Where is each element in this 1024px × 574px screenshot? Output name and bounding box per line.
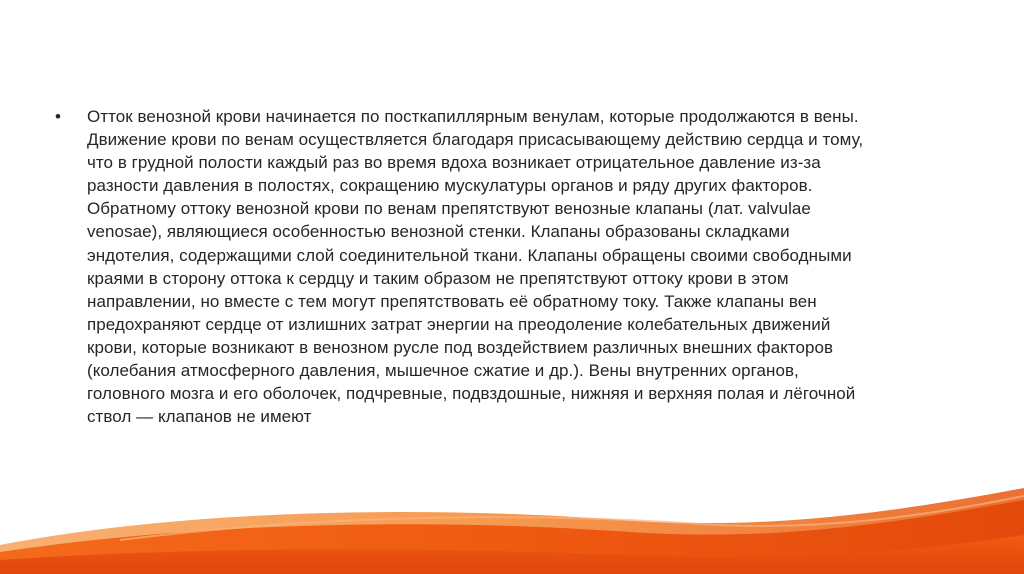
slide-content <box>55 105 960 428</box>
bullet-item <box>55 105 960 428</box>
body-paragraph: Отток венозной крови начинается по посткапиллярным венулам, которые продолжаются в вены. Движение крови по венам осуществляется благодаря присасывающему действию сердца и тому, что в грудной полости каждый раз во время вдоха возникает отрицательное давление из-за разности давления в полостях, сокращению мускулатуры органов и ряду других факторов. Обратному оттоку венозной крови по венам препятствуют венозные клапаны (лат. valvulae venosae), являющиеся особенностью венозной стенки. Клапаны образованы складками эндотелия, содержащими слой соединительной ткани. Клапаны обращены своими свободными краями в сторону оттока к сердцу и таким образом не препятствуют оттоку крови в этом направлении, но вместе с тем могут препятствовать её обратному току. Также клапаны вен предохраняют сердце от излишних затрат энергии на преодоление колебательных движений крови, которые возникают в венозном русле под воздействием различных внешних факторов (колебания атмосферного давления, мышечное сжатие и др.). Вены внутренних органов, головного мозга и его оболочек, подчревные, подвздошные, нижняя и верхняя полая и лёгочной ствол — клапанов не имеют <box>87 107 864 427</box>
bullet-marker: • <box>55 107 61 126</box>
